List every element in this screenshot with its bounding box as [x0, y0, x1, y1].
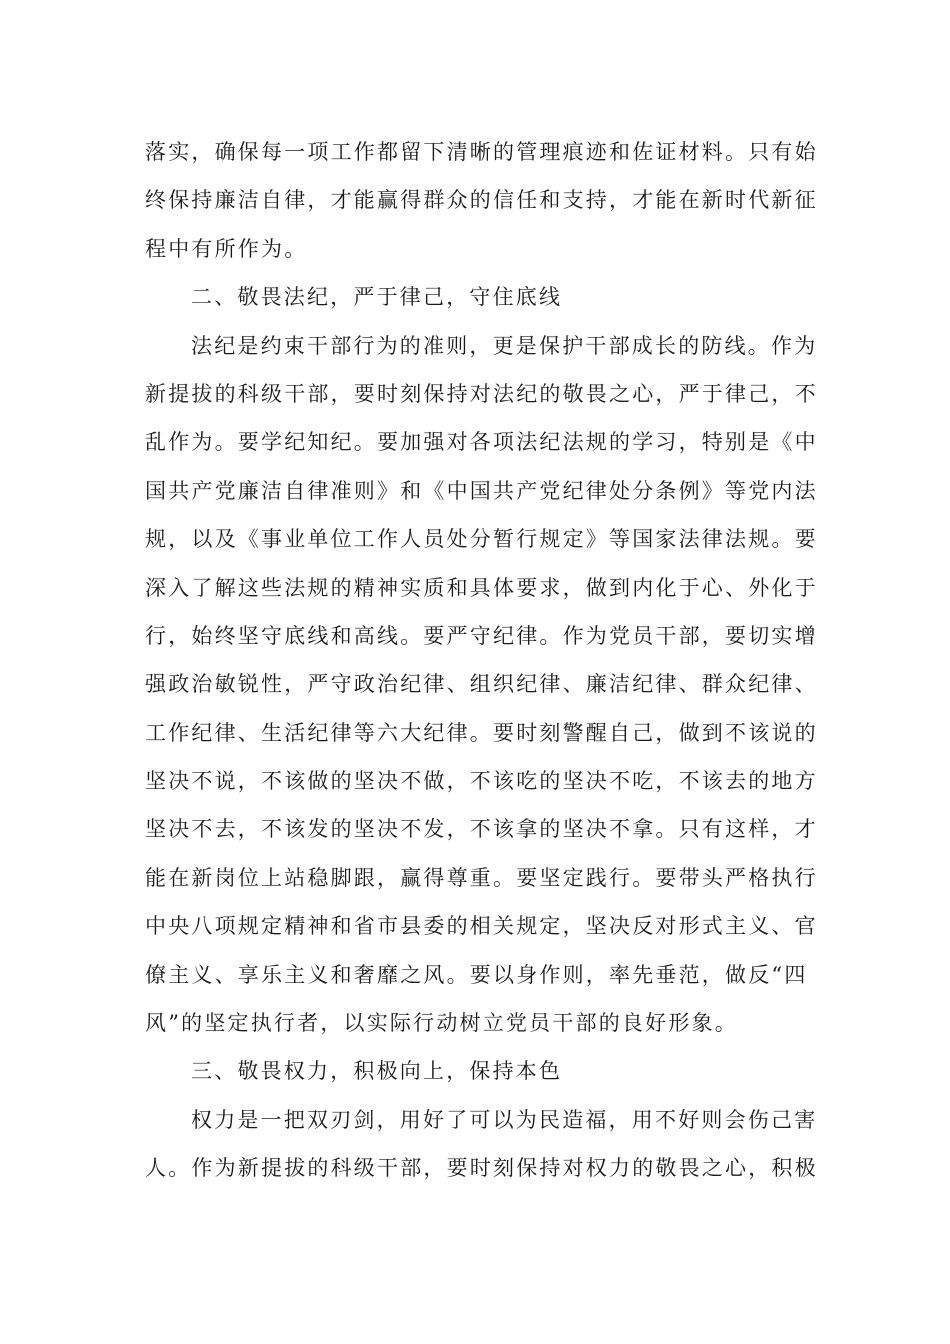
text-line: 权力是一把双刃剑，用好了可以为民造福，用不好则会伤己害	[191, 1107, 818, 1132]
text-line: 坚决不说，不该做的坚决不做，不该吃的坚决不吃，不该去的地方	[145, 769, 818, 794]
text-line: 坚决不去，不该发的坚决不发，不该拿的坚决不拿。只有这样，才	[145, 817, 818, 842]
text-line: 强政治敏锐性，严守政治纪律、组织纪律、廉洁纪律、群众纪律、	[145, 672, 818, 697]
text-line: 新提拔的科级干部，要时刻保持对法纪的敬畏之心，严于律己，不	[145, 381, 818, 406]
text-line: 程中有所作为。	[145, 236, 308, 261]
paragraph-section-3	[145, 1096, 818, 1193]
text-line: 乱作为。要学纪知纪。要加强对各项法纪法规的学习，特别是《中	[145, 430, 818, 455]
text-line: 风”的坚定执行者，以实际行动树立党员干部的良好形象。	[145, 1011, 738, 1036]
text-line: 行，始终坚守底线和高线。要严守纪律。作为党员干部，要切实增	[145, 623, 818, 648]
document-body	[145, 128, 818, 1193]
text-line: 僚主义、享乐主义和奢靡之风。要以身作则，率先垂范，做反“四	[145, 962, 808, 987]
text-line: 法纪是约束干部行为的准则，更是保护干部成长的防线。作为	[191, 333, 818, 358]
section-heading-3: 三、敬畏权力，积极向上，保持本色	[191, 1059, 563, 1084]
text-line: 落实，确保每一项工作都留下清晰的管理痕迹和佐证材料。只有始	[145, 140, 818, 164]
text-line: 人。作为新提拔的科级干部，要时刻保持对权力的敬畏之心，积极	[145, 1156, 818, 1181]
paragraph-section-2	[145, 322, 818, 1048]
text-line: 深入了解这些法规的精神实质和具体要求，做到内化于心、外化于	[145, 575, 818, 600]
text-line: 能在新岗位上站稳脚跟，赢得尊重。要坚定践行。要带头严格执行	[145, 865, 818, 890]
text-line: 工作纪律、生活纪律等六大纪律。要时刻警醒自己，做到不该说的	[145, 720, 818, 745]
text-line: 国共产党廉洁自律准则》和《中国共产党纪律处分条例》等党内法	[145, 478, 818, 503]
section-heading-2: 二、敬畏法纪，严于律己，守住底线	[191, 285, 563, 310]
text-line: 终保持廉洁自律，才能赢得群众的信任和支持，才能在新时代新征	[145, 188, 818, 213]
text-line: 中央八项规定精神和省市县委的相关规定，坚决反对形式主义、官	[145, 914, 818, 939]
paragraph-continuation	[145, 128, 818, 273]
text-line: 规，以及《事业单位工作人员处分暂行规定》等国家法律法规。要	[145, 527, 818, 552]
